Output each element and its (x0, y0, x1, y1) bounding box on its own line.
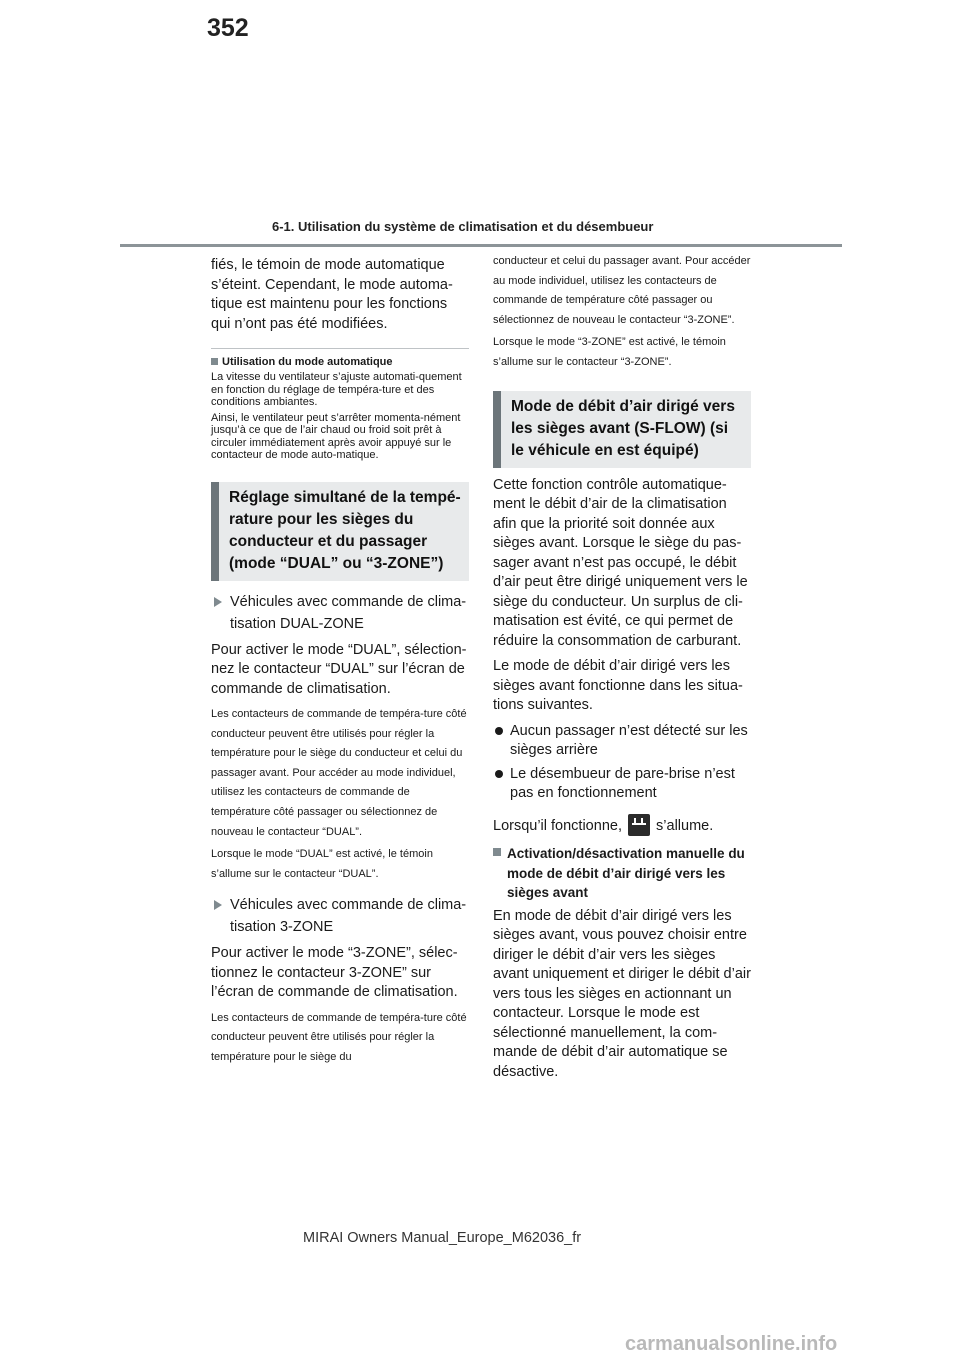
three-zone-note-2: Lorsque le mode “3-ZONE” est activé, le témoin s’allume sur le contacteur “3-ZONE”. (493, 336, 726, 368)
list-item-text: Véhicules avec commande de clima-tisation 3-ZONE (230, 897, 467, 936)
dual-note: Les contacteurs de commande de tempéra-ture côté conducteur peuvent être utilisés pour régler la température pour le siège du conducteur et celui du passager avant. Pour accéder au mode individuel, utilisez les contacteurs de commande de température côté passager ou sélectionnez de nouveau le contacteur “DUAL”. (211, 708, 467, 838)
sflow-heading: Mode de débit d’air dirigé vers les sièges avant (S-FLOW) (si le véhicule en est équipé) (493, 391, 751, 468)
square-bullet-icon (211, 358, 218, 365)
indicator-paragraph (493, 814, 751, 837)
indicator-text-before: Lorsqu’il fonctionne, (493, 817, 622, 834)
header-rule (120, 244, 842, 247)
bullet-dot-icon (495, 770, 503, 778)
auto-mode-subheading (211, 355, 469, 369)
three-zone-note-continued: conducteur et celui du passager avant. Pour accéder au mode individuel, utilisez les contacteurs de commande de température côté passager ou sélectionnez de nouveau le contacteur “3-ZONE”. (493, 255, 751, 326)
sflow-paragraph-2: Le mode de débit d’air dirigé vers les sièges avant fonctionne dans les situa-tions suivantes. (493, 658, 743, 714)
list-item (493, 765, 751, 804)
dual-note-2: Lorsque le mode “DUAL” est activé, le témoin s’allume sur le contacteur “DUAL”. (211, 848, 433, 880)
arrow-bullet-icon (214, 900, 222, 910)
page-number: 352 (207, 14, 249, 42)
bullet-dot-icon (495, 727, 503, 735)
list-item (493, 722, 751, 761)
list-item-text: Le désembueur de pare-brise n’est pas en fonctionnement (510, 765, 735, 802)
list-item (211, 591, 469, 635)
arrow-bullet-icon (214, 597, 222, 607)
watermark: carmanualsonline.info (625, 1333, 838, 1355)
square-bullet-icon (493, 848, 501, 856)
list-item-text: Véhicules avec commande de clima-tisation DUAL-ZONE (230, 593, 467, 632)
three-zone-paragraph: Pour activer le mode “3-ZONE”, sélec-tionnez le contacteur 3-ZONE” sur l’écran de commande de climatisation. (211, 945, 458, 1001)
manual-subheading (493, 844, 751, 903)
divider (211, 348, 469, 349)
dual-zone-heading: Réglage simultané de la tempé-rature pour les sièges du conducteur et du passager (mode “DUAL” ou “3-ZONE”) (211, 482, 469, 581)
right-column (493, 252, 751, 1088)
auto-mode-subheading-text: Utilisation du mode automatique (222, 356, 393, 368)
sflow-paragraph-1: Cette fonction contrôle automatique-ment le débit d’air de la climatisation afin que la priorité soit donnée aux sièges avant. Lorsque le siège du pas-sager avant n’est pas occupé, le débit d’air peut être dirigé uniquement vers le siège du conducteur. Un surplus de cli-matisation est évité, ce qui permet de réduire la consommation de carburant. (493, 476, 748, 649)
list-item (211, 894, 469, 938)
left-column (211, 256, 469, 1071)
three-zone-note: Les contacteurs de commande de tempéra-ture côté conducteur peuvent être utilisés pour régler la température pour le siège du (211, 1011, 467, 1064)
s-flow-indicator-icon (628, 814, 650, 836)
indicator-text-after: s’allume. (656, 817, 714, 834)
manual-paragraph: En mode de débit d’air dirigé vers les sièges avant, vous pouvez choisir entre diriger le débit d’air vers les sièges avant uniquement et diriger le débit d’air vers tous les sièges en actionnant un contacteur. Lorsque le mode est sélectionné manuellement, la com-mande de débit d’air automatique se désactive. (493, 907, 751, 1080)
footer-text: MIRAI Owners Manual_Europe_M62036_fr (303, 1230, 582, 1246)
section-title: 6-1. Utilisation du système de climatisation et du désembueur (272, 219, 654, 234)
auto-mode-paragraph-2: Ainsi, le ventilateur peut s’arrêter momenta-nément jusqu’à ce que de l’air chaud ou froid soit prêt à circuler immédiatement après avoir appuyé sur le contacteur de mode auto-matique. (211, 411, 461, 461)
list-item-text: Aucun passager n’est détecté sur les sièges arrière (510, 722, 748, 759)
auto-mode-paragraph-1: La vitesse du ventilateur s’ajuste automati-quement en fonction du réglage de tempéra-ture et des conditions ambiantes. (211, 371, 462, 408)
intro-paragraph: fiés, le témoin de mode automatique s’éteint. Cependant, le mode automa-tique est maintenu pour les fonctions qui n’ont pas été modifiées. (211, 257, 453, 332)
dual-paragraph: Pour activer le mode “DUAL”, sélection-nez le contacteur “DUAL” sur l’écran de commande de climatisation. (211, 641, 467, 697)
manual-subheading-text: Activation/désactivation manuelle du mode de débit d’air dirigé vers les sièges avant (507, 846, 745, 901)
